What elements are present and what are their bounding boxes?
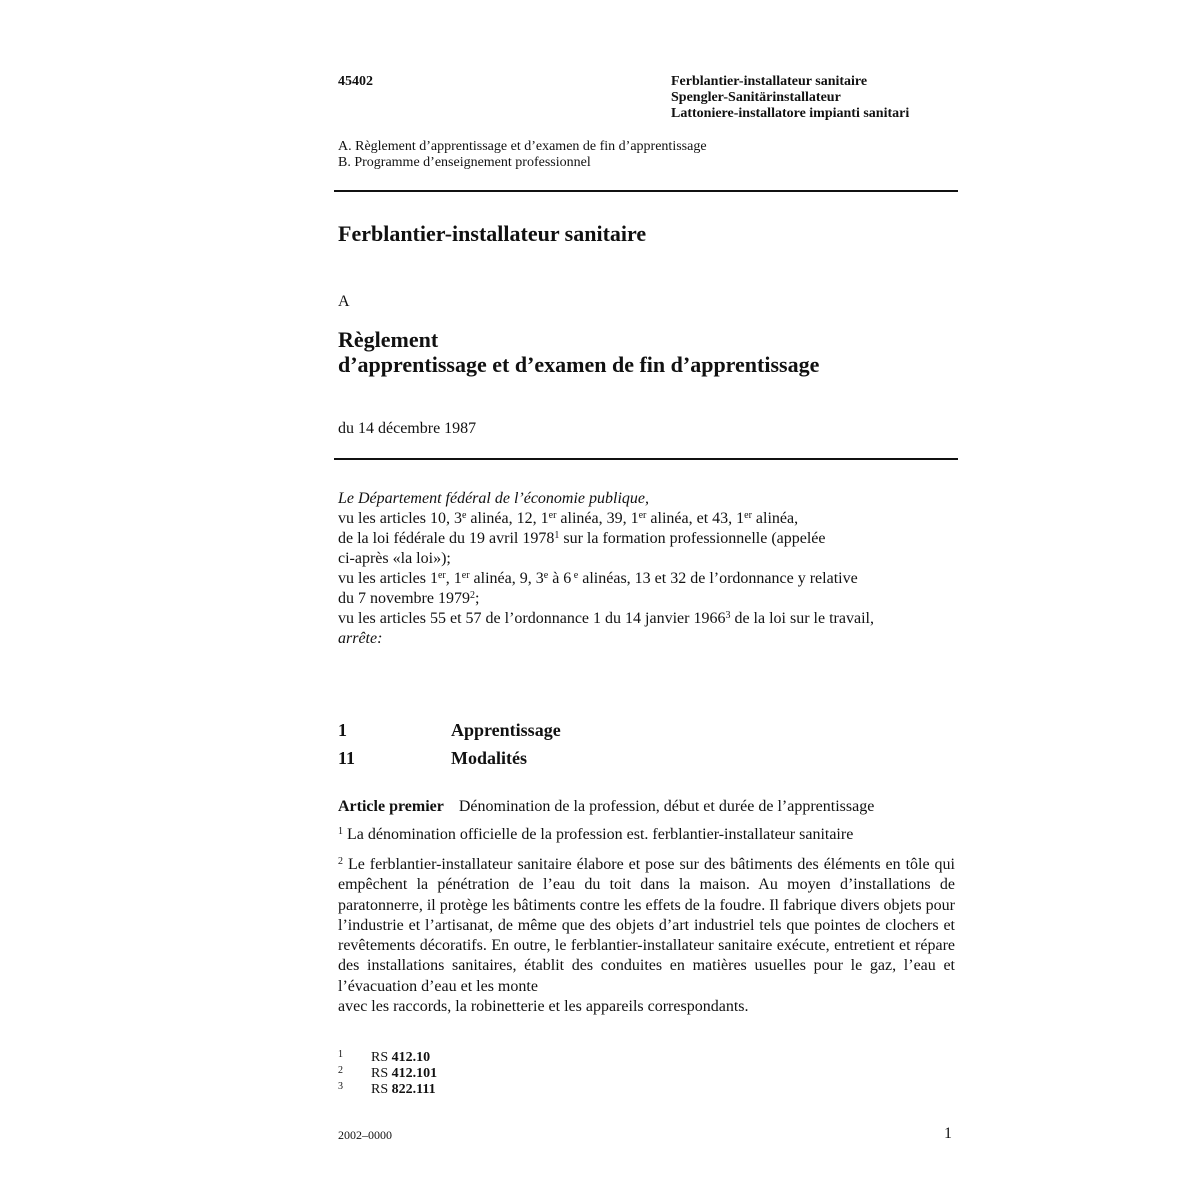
preamble-line: ci-après «la loi»); — [338, 550, 451, 567]
footer-code: 2002–0000 — [338, 1128, 392, 1142]
profession-titles — [671, 74, 909, 122]
preamble-authority: Le Département fédéral de l’économie publique, — [338, 490, 650, 507]
section-number: 1 — [338, 720, 347, 740]
divider-top — [334, 190, 958, 192]
document-number: 45402 — [338, 74, 373, 89]
part-letter: A — [338, 293, 350, 310]
article-paragraph-2: $^2$ Le ferblantier-installateur sanitaire élabore et pose sur des bâtiments des éléments en tôle qui empêchent la pénétration de l’eau du toit dans la maison. Au moyen d’installations de paratonnerre, il protège les bâtiments contre les effets de la foudre. Il fabrique divers objets pour l’industrie et l’artisanat, de même que des objets d’art industriel tels que pointes de clochers et revêtements décoratifs. En outre, le ferblantier-installateur sanitaire exécute, entretient et répare des installations sanitaires, établit des conduites en matières usuelles pour le gaz, l’eau et l’évacuation d’eau et les monte avec les raccords, la robinetterie et les appareils correspondants. — [338, 855, 955, 1017]
article-title: Dénomination de la profession, début et durée de l’apprentissage — [458, 798, 875, 815]
title-french: Ferblantier-installateur sanitaire — [671, 74, 868, 89]
preamble — [338, 489, 956, 649]
contents-item-a: A. Règlement d’apprentissage et d’examen de fin d’apprentissage — [338, 139, 707, 154]
preamble-line: vu les articles 10, 3e alinéa, 12, 1er alinéa, 39, 1er alinéa, et 43, 1er alinéa, — [338, 510, 799, 527]
divider-middle — [334, 458, 958, 460]
article-paragraph-1: $^1$ La dénomination officielle de la profession est. ferblantier-installateur sanitaire — [338, 826, 854, 843]
footnote-ref[interactable]: 2 — [469, 590, 475, 601]
page-title: Ferblantier-installateur sanitaire — [338, 221, 647, 246]
paragraph-number: 2 — [338, 856, 343, 867]
section-title: Apprentissage — [451, 720, 561, 740]
table-of-contents — [338, 139, 707, 171]
footnote: 1 RS 412.10 — [338, 1049, 431, 1065]
regulation-title — [338, 327, 819, 377]
preamble-line: vu les articles 55 et 57 de l’ordonnance 1 du 14 janvier 1966$^3$ de la loi sur le travail, — [338, 610, 874, 627]
footnote: 2 RS 412.101 — [338, 1065, 438, 1081]
regulation-title-line2: d’apprentissage et d’examen de fin d’apprentissage — [338, 352, 820, 377]
title-italian: Lattoniere-installatore impianti sanitari — [671, 106, 910, 121]
paragraph-number: 1 — [338, 826, 343, 837]
footnote-ref[interactable]: 1 — [554, 530, 560, 541]
contents-item-b: B. Programme d’enseignement professionnel — [338, 155, 591, 170]
title-german: Spengler-Sanitärinstallateur — [671, 90, 841, 105]
preamble-line: de la loi fédérale du 19 avril 1978$^1$ sur la formation professionnelle (appelée — [338, 530, 826, 547]
regulation-title-line1: Règlement — [338, 327, 439, 352]
article-label: Article premier — [338, 798, 444, 815]
subsection-title: Modalités — [451, 748, 527, 768]
footnote: 3 RS 822.111 — [338, 1081, 436, 1097]
paragraph-last-line: avec les raccords, la robinetterie et les appareils correspondants. — [338, 998, 749, 1016]
footnote-ref[interactable]: 3 — [725, 610, 731, 621]
subsection-number: 11 — [338, 748, 356, 768]
preamble-line: vu les articles 1er, 1er alinéa, 9, 3e à 6 $^e$ alinéas, 13 et 32 de l’ordonnance y relative — [338, 570, 858, 587]
article-heading — [338, 798, 874, 816]
preamble-decision: arrête: — [338, 630, 383, 647]
regulation-date: du 14 décembre 1987 — [338, 420, 477, 437]
page-number: 1 — [944, 1125, 952, 1142]
preamble-line: du 7 novembre 1979$^2$; — [338, 590, 480, 607]
